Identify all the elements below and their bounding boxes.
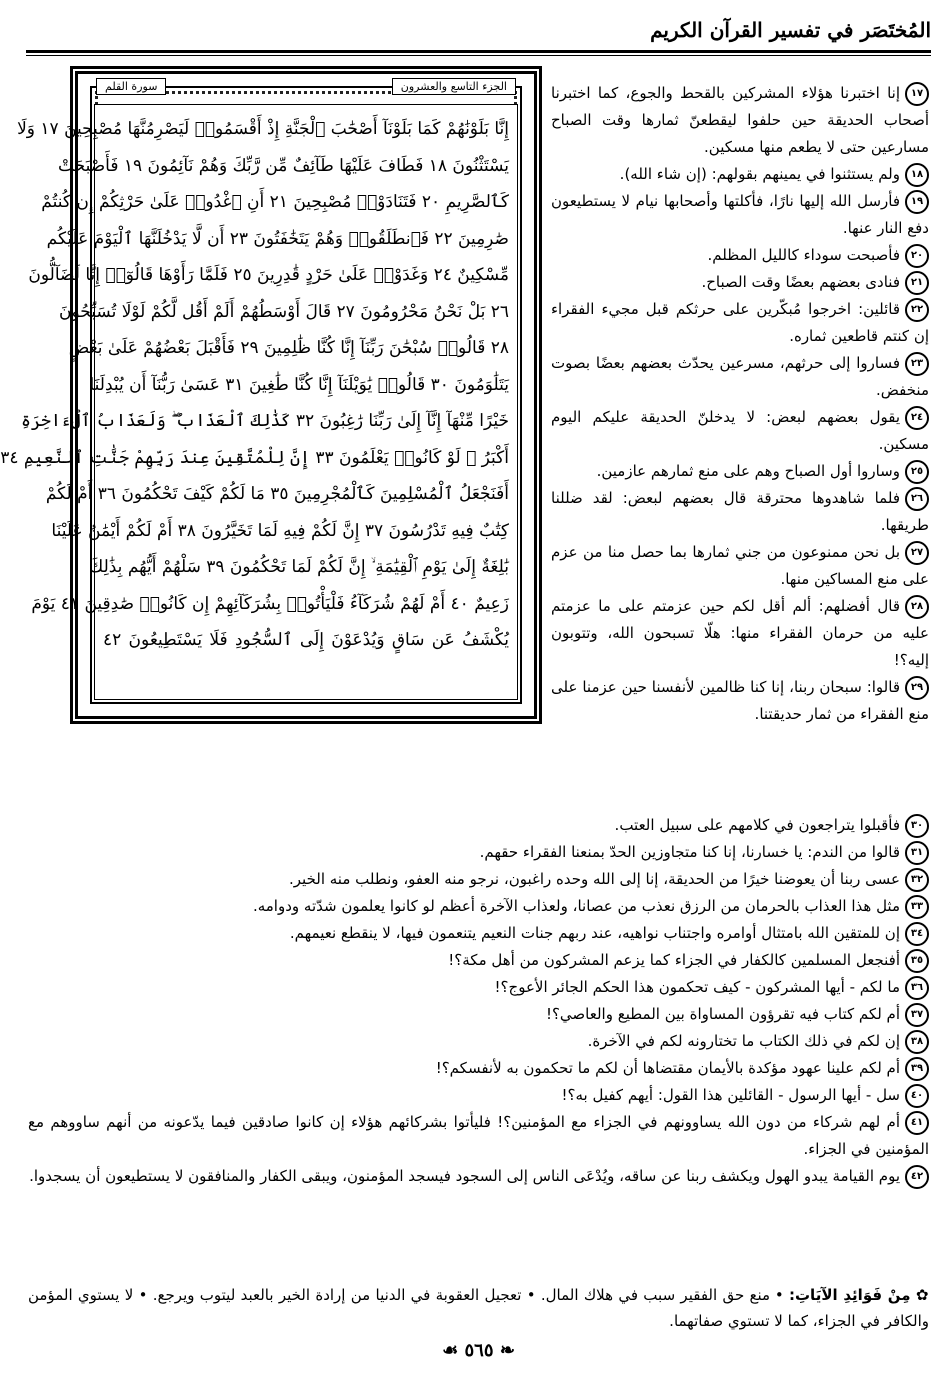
quran-line: خَيْرًا مِّنْهَآ إِنَّآ إِلَىٰ رَبِّنَا رَٰغِبُونَ ٣٢ كَذَٰلِكَ ٱلْعَذَابُ ۖ وَلَعَذَابُ ٱلْءَاخِرَةِ — [20, 411, 509, 431]
verse-number-badge: ١٧ — [905, 82, 929, 106]
tafsir-text: وساروا أول الصباح وهم على منع ثمارهم عازمين. — [596, 462, 900, 480]
juz-label: الجزء التاسع والعشرون — [392, 78, 516, 95]
verse-number-badge: ٢٧ — [905, 541, 929, 565]
verse-number-badge: ١٩ — [905, 190, 929, 214]
verse-number-badge: ٣٧ — [905, 1003, 929, 1027]
verse-number-badge: ٢٠ — [905, 244, 929, 268]
verse-number-badge: ٣٤ — [905, 922, 929, 946]
quran-line: بَٰلِغَةٌ إِلَىٰ يَوْمِ ٱلْقِيَٰمَةِ ۙ إِنَّ لَكُمْ لَمَا تَحْكُمُونَ ٣٩ سَلْهُمْ أَيُّهُم بِذَٰلِكَ — [89, 557, 509, 577]
verse-number-badge: ٢٦ — [905, 487, 929, 511]
tafsir-text: بل نحن ممنوعون من جني ثمارها بما حصل منا من عزم على منع المساكين منها. — [551, 543, 929, 588]
tafsir-text: مثل هذا العذاب بالحرمان من الرزق نعذب من عصانا، ولعذاب الآخرة أعظم لو كانوا يعلمون شدّته ودوامه. — [252, 897, 900, 915]
quran-line: يُكْشَفُ عَن سَاقٍ وَيُدْعَوْنَ إِلَى ٱلسُّجُودِ فَلَا يَسْتَطِيعُونَ ٤٢ — [103, 630, 509, 650]
header-rule — [26, 50, 931, 53]
tafsir-entry — [28, 920, 929, 947]
surah-label: سورة القلم — [96, 78, 166, 95]
tafsir-entry — [551, 296, 929, 350]
tafsir-entry — [28, 974, 929, 1001]
quran-line: إِنَّا بَلَوْنَٰهُمْ كَمَا بَلَوْنَآ أَصْحَٰبَ ٱلْجَنَّةِ إِذْ أَقْسَمُوا۟ لَيَصْرِمُنَّهَا مُصْبِحِينَ ١٧ وَلَا — [17, 119, 509, 139]
verse-number-badge: ١٨ — [905, 163, 929, 187]
verse-number-badge: ٢٨ — [905, 595, 929, 619]
quran-line: مِّسْكِينٌ ٢٤ وَغَدَوْا۟ عَلَىٰ حَرْدٍ قَٰدِرِينَ ٢٥ فَلَمَّا رَأَوْهَا قَالُوٓا۟ إِنَّا لَضَآلُّونَ — [28, 265, 509, 285]
tafsir-text: يوم القيامة يبدو الهول ويكشف ربنا عن ساقه، ويُدْعَى الناس إلى السجود فيسجد المؤمنون، ويبقى الكفار والمنافقون لا يستطيعون أن يسجدوا. — [29, 1167, 900, 1185]
tafsir-text: أم لهم شركاء من دون الله يساوونهم في الجزاء مع المؤمنين؟! فليأتوا بشركائهم هؤلاء إن كانوا صادقين فيما يدّعونه من أنهم ساووهم مع المؤمنين في الجزاء. — [28, 1113, 929, 1158]
tafsir-text: فأصبحت سوداء كالليل المظلم. — [707, 246, 900, 264]
tafsir-text: ولم يستثنوا في يمينهم بقولهم: (إن شاء الله). — [619, 165, 900, 183]
tafsir-text: أم لكم كتاب فيه تقرؤون المساواة بين المطيع والعاصي؟! — [545, 1005, 900, 1023]
tafsir-entry — [28, 866, 929, 893]
tafsir-entry — [551, 242, 929, 269]
quran-line: ٢٦ بَلْ نَحْنُ مَحْرُومُونَ ٢٧ قَالَ أَوْسَطُهُمْ أَلَمْ أَقُل لَّكُمْ لَوْلَا تُسَبِّحُونَ — [59, 301, 509, 322]
tafsir-entry — [28, 839, 929, 866]
quran-line: أَكْبَرُ ۚ لَوْ كَانُوا۟ يَعْلَمُونَ ٣٣ إِنَّ لِلْمُتَّقِينَ عِندَ رَبِّهِمْ جَنَّٰتِ ٱلنَّعِيمِ ٣٤ — [0, 447, 509, 468]
tafsir-entry — [28, 947, 929, 974]
tafsir-text: فأرسل الله إليها نارًا، فأكلتها وأصحابها نيام لا يستطيعون دفع النار عنها. — [551, 192, 929, 237]
tafsir-entry — [551, 674, 929, 728]
page-footer — [6, 1340, 951, 1361]
page-header — [26, 14, 931, 58]
tafsir-text: إن لكم في ذلك الكتاب ما تختارونه لكم في الآخرة. — [587, 1032, 900, 1050]
verse-number-badge: ٣٠ — [905, 814, 929, 838]
tafsir-entry — [551, 161, 929, 188]
tafsir-entry — [28, 893, 929, 920]
verse-number-badge: ٣٩ — [905, 1057, 929, 1081]
verse-number-badge: ٣٢ — [905, 868, 929, 892]
tafsir-entry — [28, 1082, 929, 1109]
tafsir-text: أم لكم علينا عهود مؤكدة بالأيمان مقتضاها أن لكم ما تحكمون به لأنفسكم؟! — [435, 1059, 900, 1077]
verse-number-badge: ٢٢ — [905, 298, 929, 322]
quran-line: صَٰرِمِينَ ٢٢ فَٱنطَلَقُوا۟ وَهُمْ يَتَخَٰفَتُونَ ٢٣ أَن لَّا يَدْخُلَنَّهَا ٱلْيَوْمَ عَلَيْكُم — [46, 228, 509, 249]
tafsir-entry — [551, 593, 929, 674]
tafsir-text: فأقبلوا يتراجعون في كلامهم على سبيل العتب. — [614, 816, 900, 834]
tafsir-text: قالوا من الندم: يا خسارنا، إنا كنا متجاوزين الحدّ بمنعنا الفقراء حقهم. — [479, 843, 900, 861]
tafsir-text: فنادى بعضهم بعضًا وقت الصباح. — [701, 273, 900, 291]
verse-number-badge: ٣١ — [905, 841, 929, 865]
quran-line: ٢٨ قَالُوا۟ سُبْحَٰنَ رَبِّنَآ إِنَّا كُنَّا ظَٰلِمِينَ ٢٩ فَأَقْبَلَ بَعْضُهُمْ عَلَىٰ بَعْضٍ — [68, 338, 509, 358]
quran-line: كَٱلصَّرِيمِ ٢٠ فَتَنَادَوْا۟ مُصْبِحِينَ ٢١ أَنِ ٱغْدُوا۟ عَلَىٰ حَرْثِكُمْ إِن كُنتُمْ — [41, 192, 509, 212]
tafsir-entry — [28, 1163, 929, 1190]
tafsir-entry — [551, 80, 929, 161]
tafsir-text: قالوا: سبحان ربنا، إنا كنا ظالمين لأنفسنا حين عزمنا على منع الفقراء من ثمار حديقتنا. — [551, 678, 929, 723]
verse-number-badge: ٣٨ — [905, 1030, 929, 1054]
verse-number-badge: ٣٦ — [905, 976, 929, 1000]
verse-number-badge: ٢٩ — [905, 676, 929, 700]
tafsir-text: قال أفضلهم: ألم أقل لكم حين عزمتم على ما عزمتم عليه من حرمان الفقراء منها: هلّا تسبحون الله، وتتوبون إليه؟! — [551, 597, 929, 669]
tafsir-text: قائلين: اخرجوا مُبكّرين على حرثكم قبل مجيء الفقراء إن كنتم قاطعين ثماره. — [551, 300, 929, 345]
verse-number-badge: ٢٥ — [905, 460, 929, 484]
quran-line: يَتَلَٰوَمُونَ ٣٠ قَالُوا۟ يَٰوَيْلَنَآ إِنَّا كُنَّا طَٰغِينَ ٣١ عَسَىٰ رَبُّنَآ أَن يُبْدِلَنَا — [89, 374, 509, 395]
benefits-label: مِنْ فَوَائِدِ الآيَاتِ: — [788, 1286, 911, 1304]
verse-number-badge: ٢٤ — [905, 406, 929, 430]
tafsir-column — [551, 80, 929, 728]
tafsir-text: فلما شاهدوها محترقة قال بعضهم لبعض: لقد ضللنا طريقها. — [551, 489, 929, 534]
ornament-icon: ☙ — [442, 1340, 459, 1361]
tafsir-entry — [551, 350, 929, 404]
page-number: ٥٦٥ — [464, 1340, 494, 1361]
ornament-icon: ❧ — [499, 1340, 515, 1361]
tafsir-text: عسى ربنا أن يعوضنا خيرًا من الحديقة، إنا إلى الله وحده راغبون، نرجو منه العفو، ونطلب منه الخير. — [289, 870, 900, 888]
tafsir-text: إن للمتقين الله بامتثال أوامره واجتناب نواهيه، عند ربهم جنات النعيم يتنعمون فيها، لا ينقطع نعيمهم. — [289, 924, 900, 942]
tafsir-text: أفنجعل المسلمين كالكفار في الجزاء كما يزعم المشركون من أهل مكة؟! — [448, 951, 900, 969]
quran-line: أَفَنَجْعَلُ ٱلْمُسْلِمِينَ كَٱلْمُجْرِمِينَ ٣٥ مَا لَكُمْ كَيْفَ تَحْكُمُونَ ٣٦ أَمْ لَكُمْ — [45, 484, 509, 504]
quran-line: كِتَٰبٌ فِيهِ تَدْرُسُونَ ٣٧ إِنَّ لَكُمْ فِيهِ لَمَا تَخَيَّرُونَ ٣٨ أَمْ لَكُمْ أَيْمَٰنٌ عَلَيْنَا — [51, 520, 509, 541]
tafsir-entry — [28, 812, 929, 839]
verse-number-badge: ٤٠ — [905, 1084, 929, 1108]
tafsir-text: يقول بعضهم لبعض: لا يدخلنّ الحديقة عليكم اليوم مسكين. — [551, 408, 929, 453]
tafsir-entry — [551, 188, 929, 242]
tafsir-text: إنا اختبرنا هؤلاء المشركين بالقحط والجوع، كما اختبرنا أصحاب الحديقة حين حلفوا ليقطعنّ ثمارها وقت الصباح مسارعين حتى لا يطعم منها مسكين. — [551, 84, 929, 156]
tafsir-entry — [551, 539, 929, 593]
tafsir-full-width — [28, 812, 929, 1190]
verse-number-badge: ٤٢ — [905, 1165, 929, 1189]
tafsir-text: سل - أيها الرسول - القائلين هذا القول: أيهم كفيل به؟! — [561, 1086, 900, 1104]
tafsir-entry — [28, 1028, 929, 1055]
quran-text — [0, 104, 518, 700]
verse-number-badge: ٣٥ — [905, 949, 929, 973]
benefits-bullet-icon: ✿ — [915, 1286, 929, 1304]
verse-number-badge: ٢١ — [905, 271, 929, 295]
tafsir-entry — [551, 269, 929, 296]
quran-line: زَعِيمٌ ٤٠ أَمْ لَهُمْ شُرَكَآءُ فَلْيَأْتُوا۟ بِشُرَكَآئِهِمْ إِن كَانُوا۟ صَٰدِقِينَ ٤١ يَوْمَ — [31, 593, 509, 614]
verse-number-badge: ٢٣ — [905, 352, 929, 376]
benefits-text: • منع حق الفقير سبب في هلاك المال. • تعجيل العقوبة في الدنيا من إرادة الخير بالعبد ليتوب ويرجع. • لا يستوي المؤمن والكافر في الجزاء، كما لا تستوي صفاتهما. — [28, 1286, 929, 1330]
tafsir-entry — [551, 485, 929, 539]
verse-number-badge: ٤١ — [905, 1111, 929, 1135]
mushaf-frame — [0, 66, 542, 724]
tafsir-entry — [28, 1109, 929, 1163]
tafsir-entry — [551, 404, 929, 458]
verse-number-badge: ٣٣ — [905, 895, 929, 919]
tafsir-text: فساروا إلى حرثهم، مسرعين يحدّث بعضهم بعضًا بصوت منخفض. — [551, 354, 929, 399]
tafsir-entry — [28, 1001, 929, 1028]
book-title: المُختَصَر في تفسير القرآن الكريم — [650, 18, 931, 42]
quran-line: يَسْتَثْنُونَ ١٨ فَطَافَ عَلَيْهَا طَآئِفٌ مِّن رَّبِّكَ وَهُمْ نَآئِمُونَ ١٩ فَأَصْبَحَتْ — [57, 155, 509, 176]
verse-benefits — [28, 1282, 929, 1334]
header-rule-thin — [26, 55, 931, 56]
tafsir-entry — [551, 458, 929, 485]
tafsir-text: ما لكم - أيها المشركون - كيف تحكمون هذا الحكم الجائر الأعوج؟! — [494, 978, 900, 996]
tafsir-entry — [28, 1055, 929, 1082]
